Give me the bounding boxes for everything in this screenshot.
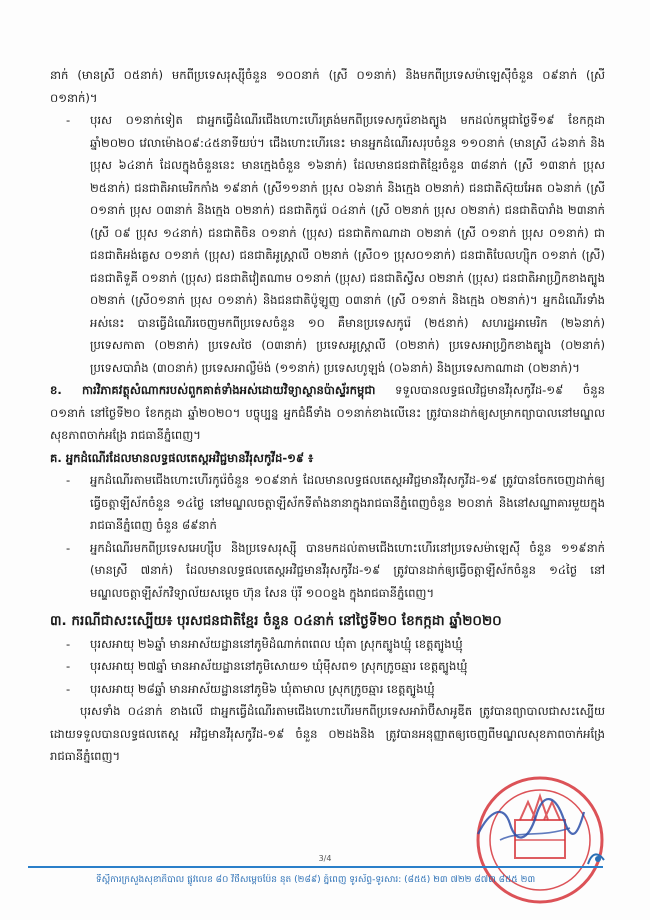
document-body (50, 64, 605, 768)
list-item-negative-malaysia (50, 537, 605, 605)
page-number: 3/4 (318, 854, 332, 863)
bullet-mark: - (66, 540, 71, 555)
section-2-number: ខ. (50, 383, 62, 397)
bullet-mark: - (66, 636, 71, 651)
list-item-text: បុរសអាយុ ២៦ឆ្នាំ មានអាស័យដ្ឋាននៅភូមិដំណាក់ពពេល ឃុំតា ស្រុកត្បូងឃ្មុំ ខេត្តត្បូងឃ្មុំ (90, 636, 463, 651)
section-2-text: ទទួលបានលទ្ធផលវិជ្ជមានវីរុសកូវីដ-១៩ ចំនួន ០១នាក់ នៅថ្ងៃទី២០ ខែកក្កដា ឆ្នាំ២០២០។ បច្ចុប្បន្ន អ្នកជំងឺទាំង ០១នាក់ខាងលើនេះ ត្រូវបានដាក់ឲ្យសម្រាកព្យាបាលនៅមណ្ឌលសុខភាពចាក់អង្រែ រាជធានីភ្នំពេញ។ (50, 383, 605, 442)
bullet-mark: - (66, 659, 71, 673)
footer-address: ទីស្ដីការក្រសួងសុខាភិបាល ផ្លូវលេខ ៨០ វិថីសម្ដេចប៉ែន នុត (២៨៩) ភ្នំពេញ ទូរស័ព្ទ-ទូរសារ: (៨៥៥) ២៣ ៧២២ ៨៧៣ ៨៥៥ ២៣ (95, 875, 536, 885)
list-item-korea-flight (50, 109, 605, 379)
section-g-heading (50, 447, 605, 470)
list-item-text: បុរស ០១នាក់ទៀត ជាអ្នកធ្វើដំណើរជើងហោះហើរត្រង់មកពីប្រទេសកូរ៉េខាងត្បូង មកដល់កម្ពុជាថ្ងៃទី១៩ ខែកក្កដា ឆ្នាំ២០២០ វេលាម៉ោង០៩:៤៥នាទីយប់។ ជើងហោះហើរនេះ មានអ្នកដំណើរសរុបចំនួន ១១០នាក់ (មានស្រី ៤៦នាក់ និងប្រុស ៦៤នាក់ ដែលក្នុងចំនួននេះ មានក្មេងចំនួន ១៦នាក់) ដែលមានជនជាតិខ្មែរចំនួន ៣៨នាក់ (ស្រី ១៣នាក់ ប្រុស ២៥នាក់) ជនជាតិអាមេរិកកាំង ១៩នាក់ (ស្រី១១នាក់ ប្រុស ០៦នាក់ និងក្មេង ០២នាក់) ជនជាតិស៊ុយអែត ០៦នាក់ (ស្រី ០១នាក់ ប្រុស ០៣នាក់ និងក្មេង ០២នាក់) ជនជាតិកូរ៉េ ០៤នាក់ (ស្រី ០២នាក់ ប្រុស ០២នាក់) ជនជាតិបារាំង ២៣នាក់ (ស្រី ០៩ ប្រុស ១៤នាក់) ជនជាតិចិន ០១នាក់ (ប្រុស) ជនជាតិកាណាដា ០២នាក់ (ស្រី ០១នាក់ ប្រុស ០១នាក់) ជាជនជាតិអង់គ្លេស ០១នាក់ (ប្រុស) ជនជាតិអូស្ត្រាលី ០២នាក់ (ស្រី០១ ប្រុស០១នាក់) ជនជាតិបែលហ្ស៊ិក ០១នាក់ (ស្រី) ជនជាតិទួគី ០១នាក់ (ប្រុស) ជនជាតិវៀតណាម ០១នាក់ (ប្រុស) ជនជាតិស្វីស ០២នាក់ (ប្រុស) ជនជាតិអាហ្វ្រិកខាងត្បូង ០២នាក់ (ស្រី០១នាក់ ប្រុស ០១នាក់) និងជនជាតិប៉ូឡូញ ០៣នាក់ (ស្រី ០១នាក់ និងក្មេង ០២នាក់)។ អ្នកដំណើរទាំងអស់នេះ បានធ្វើដំណើរចេញមកពីប្រទេសចំនួន ១០ គឺមានប្រទេសកូរ៉េ (២៥នាក់) សហរដ្ឋអាមេរិក (២៦នាក់) ប្រទេសកាតា (០២នាក់) ប្រទេសថៃ (០៣នាក់) ប្រទេសអូស្ត្រាលី (០២នាក់) ប្រទេសអាហ្វ្រិកខាងត្បូង (០២នាក់) ប្រទេសបារាំង (៣០នាក់) ប្រទេសអាល្លឺម៉ង់ (១១នាក់) ប្រទេសហូឡង់ (០៦នាក់) និងប្រទេសកាណាដា (០២នាក់)។ (90, 113, 605, 375)
footer-divider (28, 866, 603, 868)
section-2-title: ការវិភាគវត្ថុសំណាករបស់ពួកគាត់ទាំងអស់ដោយវិទ្យាស្ថានប៉ាស្ទ័រកម្ពុជា (82, 383, 376, 397)
list-item-recovered-1 (50, 633, 605, 656)
section-3-number: ៣. (50, 613, 67, 629)
bullet-mark: - (66, 113, 71, 127)
section-g-number: គ. (50, 450, 62, 465)
list-item-text: បុរសអាយុ ២៧ឆ្នាំ មានអាស័យដ្ឋាននៅភូមិសោយ១ ឃុំម៉ីសព១ ស្រុកក្រូចឆ្មារ ខេត្តត្បូងឃ្មុំ (90, 659, 468, 673)
closing-paragraph: បុរសទាំង ០៤នាក់ ខាងលើ ជាអ្នកធ្វើដំណើរតាមជើងហោះហើរមកពីប្រទេសអារ៉ាប៊ីសាអូឌីត ត្រូវបានព្យាបាលជាសះស្បើយ ដោយទទួលបានលទ្ធផលតេស្ត អវិជ្ជមានវីរុសកូវីដ-១៩ ចំនួន ០២ដងនិង ត្រូវបានអនុញ្ញាតឲ្យចេញពីមណ្ឌលសុខភាពចាក់អង្រែ រាជធានីភ្នំពេញ។ (50, 704, 605, 763)
ministry-logo-icon (586, 850, 606, 866)
paragraph-continuation: នាក់ (មានស្រី ០៥នាក់) មកពីប្រទេសរុស្ស៊ីចំនួន ១០០នាក់ (ស្រី ០១នាក់) និងមកពីប្រទេសម៉ាឡេស៊ីចំនួន ០៩នាក់ (ស្រី ០១នាក់)។ (50, 68, 605, 105)
section-g-title: អ្នកដំណើរដែលមានលទ្ធផលតេស្តអវិជ្ជមានវីរុសកូវីដ-១៩ ៖ (65, 450, 314, 465)
list-item-text: អ្នកដំណើរមកពីប្រទេសអេហ្ស៊ីប និងប្រទេសរុស្ស៊ី បានមកដល់តាមជើងហោះហើរនៅប្រទេសម៉ាឡេស៊ី ចំនួន ១១៩នាក់ (មានស្រី ៧នាក់) ដែលមានលទ្ធផលតេស្តអវិជ្ជមានវីរុសកូវីដ-១៩ ត្រូវបានដាក់ឲ្យធ្វើចត្តាឡីស័កចំនួន ១៤ថ្ងៃ នៅមណ្ឌលចត្តាឡីស័កវិទ្យាល័យសម្ដេច ហ៊ុន សែន ប៉ុរី ១០០ខ្នង ក្នុងរាជធានីភ្នំពេញ។ (90, 540, 605, 600)
bullet-mark: - (66, 681, 71, 696)
list-item-recovered-2 (50, 655, 605, 678)
list-item-text: អ្នកដំណើរតាមជើងហោះហើរកូរ៉េចំនួន ១០៩នាក់ ដែលមានលទ្ធផលតេស្តអវិជ្ជមានវីរុសកូវីដ-១៩ ត្រូវបានចែកចេញដាក់ឲ្យធ្វើចត្តាឡីស័កចំនួន ១៤ថ្ងៃ នៅមណ្ឌលចត្តាឡីស័កទីតាំងនានាក្នុងរាជធានីភ្នំពេញចំនួន ២០នាក់ និងនៅសណ្ឋាគារមួយក្នុងរាជធានីភ្នំពេញ ចំនួន ៨៩នាក់ (90, 473, 605, 532)
list-item-recovered-3 (50, 678, 605, 701)
section-2 (50, 379, 605, 447)
list-item-negative-korea (50, 469, 605, 537)
section-3-heading (50, 610, 605, 633)
list-item-text: បុរសអាយុ ២៨ឆ្នាំ មានអាស័យដ្ឋាននៅភូមិ៦ ឃុំតាមាល ស្រុកក្រូចឆ្មារ ខេត្តត្បូងឃ្មុំ (90, 681, 435, 696)
signature-icon (470, 790, 590, 850)
section-3-title: ករណីជាសះស្បើយ៖ បុរសជនជាតិខ្មែរ ចំនួន ០៤នាក់ នៅថ្ងៃទី២០ ខែកក្កដា ឆ្នាំ២០២០ (71, 613, 502, 629)
bullet-mark: - (66, 473, 71, 487)
